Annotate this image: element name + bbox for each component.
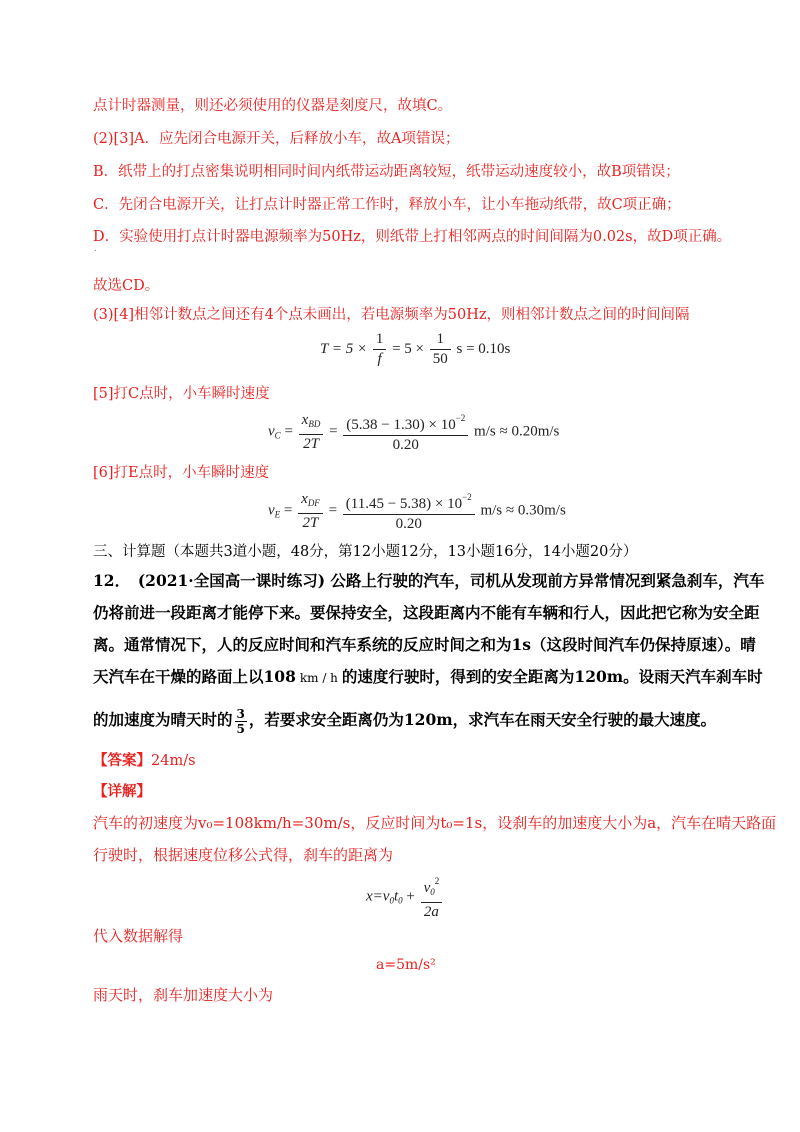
detail-line-5: 雨天时，刹车加速度大小为 [93, 986, 274, 1004]
unit-kmh: km / h [299, 671, 338, 685]
fraction-1-over-f: $\frac{1}{f}$ [373, 330, 387, 369]
question-12-line-2: 仍将前进一段距离才能停下来。要保持安全，这段距离内不能有车辆和行人，因此把它称为安全距 [93, 603, 760, 622]
detail-line-3: 代入数据解得 [93, 927, 184, 945]
answer-label: 【答案】 [93, 752, 151, 769]
solution-line-2: (2)[3]A．应先闭合电源开关，后释放小车，故A项错误； [93, 131, 460, 147]
equation-velocity-c: $v_C$ = $\frac{x_{BD}}{2T}$ = $\frac{(5.38 - 1.30) \times 10^{-2}}{0.20}$ m/s ≈ 0.20m/s [268, 409, 559, 455]
fraction-xbd-over-2t: $\frac{x_{BD}}{2T}$ [299, 411, 324, 454]
acceleration-result: a=5m/s² [376, 957, 436, 973]
solution-line-8: [5]打C点时，小车瞬时速度 [93, 386, 270, 402]
solution-line-9: [6]打E点时，小车瞬时速度 [93, 465, 270, 481]
solution-line-1: 点计时器测量，则还必须使用的仪器是刻度尺，故填C。 [93, 98, 453, 114]
fraction-xdf-over-2t: $\frac{x_{DF}}{2T}$ [298, 490, 323, 533]
solution-line-6: 故选CD。 [93, 278, 160, 294]
paragraph-mark: . [94, 244, 97, 254]
fraction-v0sq-over-2a: $\frac{v_0^2}{2a}$ [421, 872, 443, 922]
question-12-line-3: 离。通常情况下，人的反应时间和汽车系统的反应时间之和为1s（这段时间汽车仍保持原速）。晴 [93, 635, 756, 654]
solution-line-5: D．实验使用打点计时器电源频率为50Hz，则纸带上打相邻两点的时间间隔为0.02s，故D项正确。 [93, 229, 732, 245]
detail-line-2: 行驶时，根据速度位移公式得，刹车的距离为 [93, 846, 394, 864]
answer-value: 24m/s [151, 753, 196, 769]
question-12-line-4: 天汽车在干燥的路面上以108 km / h 的速度行驶时，得到的安全距离为120m。设雨天汽车刹车时 [93, 667, 763, 686]
equation-period: T = 5 × $\frac{1}{f}$ = 5 × $\frac{1}{50}$ s = 0.10s [320, 331, 511, 367]
fraction-1-over-50: $\frac{1}{50}$ [430, 330, 451, 369]
fraction-3-over-5: $\frac{3}{5}$ [236, 706, 245, 736]
section-heading: 三、计算题（本题共3道小题，48分，第12小题12分，13小题16分，14小题20分） [93, 544, 638, 560]
question-12-line-5: 的加速度为晴天时的 $\frac{3}{5}$ ，若要求安全距离仍为120m，求汽车在雨天安全行驶的最大速度。 [93, 706, 717, 736]
equation-distance: $x=v_0t_0$ + $\frac{v_0^2}{2a}$ [366, 872, 444, 922]
detail-label: 【详解】 [93, 783, 151, 800]
equation-velocity-e: $v_E$ = $\frac{x_{DF}}{2T}$ = $\frac{(11.45 - 5.38) \times 10^{-2}}{0.20}$ m/s ≈ 0.30m/s [268, 488, 566, 534]
answer-line [93, 751, 196, 771]
solution-line-3: B．纸带上的打点密集说明相同时间内纸带运动距离较短，纸带运动速度较小，故B项错误； [93, 164, 680, 180]
fraction-vc-value: $\frac{(5.38 - 1.30) \times 10^{-2}}{0.20}$ [343, 409, 468, 455]
solution-line-7: (3)[4]相邻计数点之间还有4个点未画出，若电源频率为50Hz，则相邻计数点之间的时间间隔 [93, 307, 690, 323]
question-12-line-1: 12． (2021·全国高一课时练习) 公路上行驶的汽车，司机从发现前方异常情况到紧急刹车，汽车 [93, 571, 765, 590]
detail-line-1: 汽车的初速度为v₀=108km/h=30m/s，反应时间为t₀=1s，设刹车的加速度大小为a，汽车在晴天路面 [93, 814, 777, 832]
fraction-ve-value: $\frac{(11.45 - 5.38) \times 10^{-2}}{0.20}$ [343, 488, 475, 534]
solution-line-4: C．先闭合电源开关，让打点计时器正常工作时，释放小车，让小车拖动纸带，故C项正确； [93, 197, 681, 213]
